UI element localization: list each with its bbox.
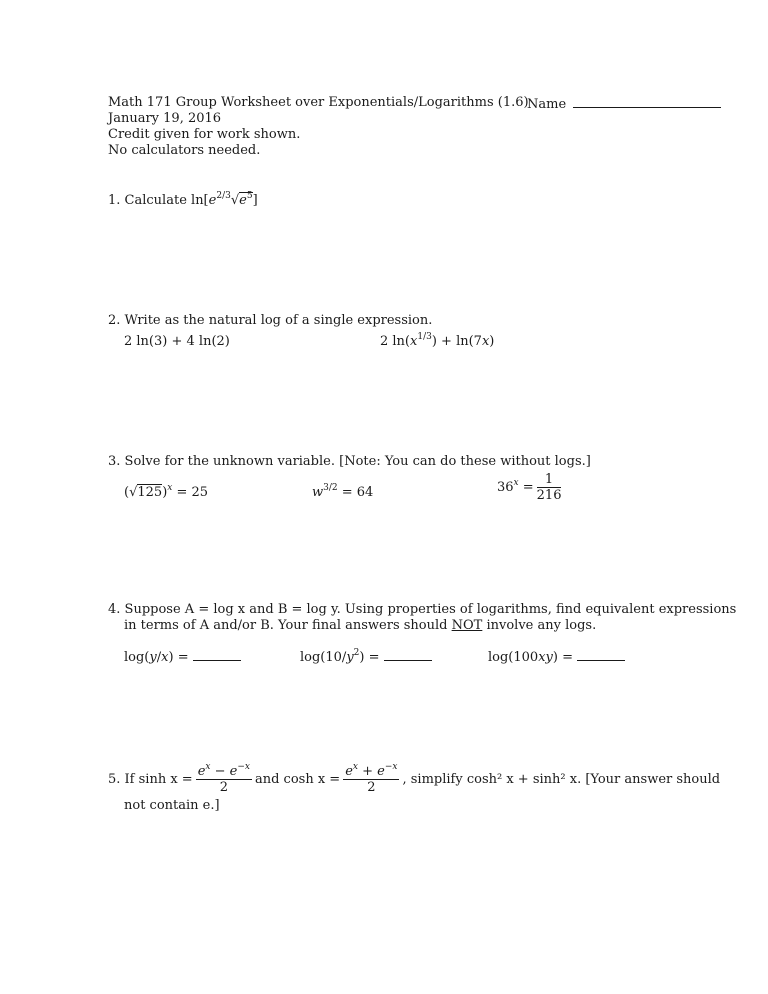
answer-blank[interactable] [577,648,625,661]
problem-2 [108,313,432,329]
worksheet-date: January 19, 2016 [108,111,222,126]
name-label: Name [527,97,567,112]
problem-3-number: 3. [108,454,121,469]
problem-2a-expression: 2 ln(3) + 4 ln(2) [124,334,230,349]
problem-5-number: 5. [108,772,121,787]
calculator-note: No calculators needed. [108,143,261,158]
problem-4c-expression: log(100xy) = [488,648,625,666]
problem-4a-expression: log(y/x) = [124,648,241,666]
problem-2b-expression: 2 $\ln(x^{1/3}) + \ln(7x)$ [380,332,495,349]
problem-2-number: 2. [108,313,121,328]
sinh-fraction: $\frac{e^x - e^{-x}}{2}$ [197,762,250,795]
worksheet-title: Math 171 Group Worksheet over Exponentials/Logarithms (1.6) [108,95,529,110]
problem-1-expression: $\ln[e^{2/3}√e^5]$ [191,191,258,208]
problem-3a-expression: $(√125)^x = 25$ [124,483,209,500]
problem-3b-expression: $w^{3/2} = 64$ [312,483,374,500]
problem-1 [108,193,258,209]
name-blank[interactable] [573,95,721,108]
problem-4-text-1: Suppose A = log x and B = log y. Using properties of logarithms, find equivalent expressions [124,602,737,617]
answer-blank[interactable] [193,648,241,661]
problem-3-text: Solve for the unknown variable. [Note: You can do these without logs.] [124,454,591,469]
credit-note: Credit given for work shown. [108,127,301,142]
problem-4-line-1 [108,602,736,618]
problem-1-number: 1. [108,193,121,208]
problem-4-line-2: in terms of A and/or B. Your final answers should NOT involve any logs. [124,618,597,633]
cosh-fraction: $\frac{e^x + e^{-x}}{2}$ [345,762,398,795]
answer-blank[interactable] [384,648,432,661]
problem-3c-expression: $36^x$ = $\frac{1}{216}$ [497,472,562,503]
problem-2-text: Write as the natural log of a single expression. [124,313,433,328]
problem-1-text: Calculate [124,193,187,208]
problem-5-line-1: 5. If sinh x = $\frac{e^x - e^{-x}}{2}$ and cosh x = $\frac{e^x + e^{-x}}{2}$ , simplify cosh² x + sinh² x. [Your answer should [108,762,721,795]
problem-3 [108,454,591,470]
problem-4b-expression: $\log(10/y^2)$ = [300,648,432,666]
problem-4-number: 4. [108,602,121,617]
problem-5-line-2: not contain e.] [124,798,220,813]
name-field[interactable] [527,95,721,113]
